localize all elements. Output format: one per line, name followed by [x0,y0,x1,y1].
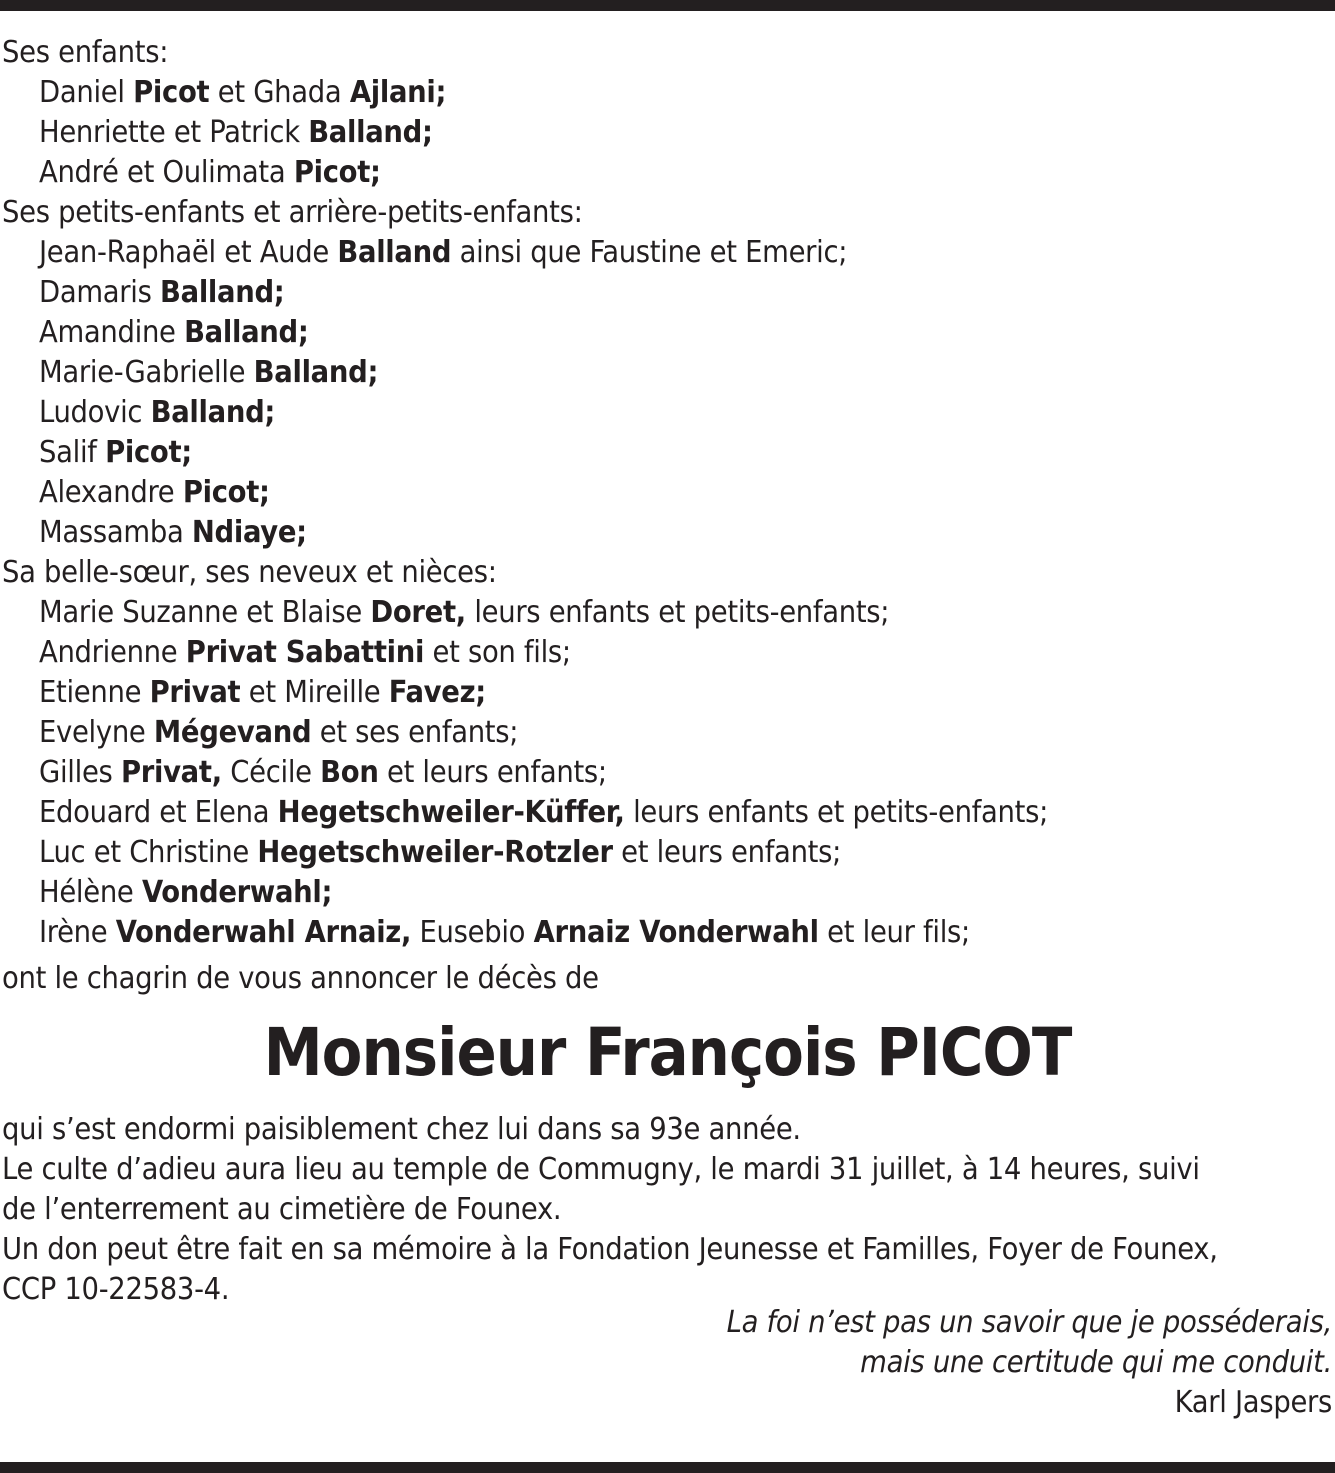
mourner-entry [2,353,1332,393]
surname: Favez; [388,675,486,710]
surname: Ajlani; [349,75,447,110]
surname: Arnaiz Vonderwahl [533,915,819,950]
name-text: Evelyne [39,715,154,750]
mourner-entry [2,513,1332,553]
closing-line: Un don peut être fait en sa mémoire à la Fondation Jeunesse et Familles, Foyer de Founex, [2,1232,1218,1267]
name-text: Eusebio [411,915,534,950]
name-text: Amandine [39,315,185,350]
surname: Privat, [120,755,222,790]
surname: Picot [133,75,210,110]
name-text: leurs enfants et petits-enfants; [465,595,890,630]
name-text: Salif [39,435,106,470]
quote-line: mais une certitude qui me conduit. [860,1345,1332,1380]
closing-text [2,1110,1332,1310]
name-text: et son fils; [424,635,571,670]
mourner-entry [2,433,1332,473]
name-text: et leurs enfants; [612,835,842,870]
name-text: et ses enfants; [311,715,519,750]
name-text: et Ghada [209,75,350,110]
name-text: Henriette et Patrick [39,115,309,150]
surname: Balland; [253,355,379,390]
surname: Picot; [105,435,192,470]
name-text: Luc et Christine [39,835,258,870]
name-text: Alexandre [39,475,183,510]
closing-line: qui s’est endormi paisiblement chez lui dans sa 93e année. [2,1112,801,1147]
mourner-entry [2,913,1332,953]
surname: Privat [149,675,241,710]
mourner-entry [2,793,1332,833]
section-heading: Ses enfants: [2,35,169,70]
top-rule [0,0,1335,11]
quote-author: Karl Jaspers [1174,1385,1332,1420]
mourner-entry [2,393,1332,433]
name-text: leurs enfants et petits-enfants; [624,795,1049,830]
name-text: et leurs enfants; [378,755,607,790]
surname: Ndiaye; [191,515,307,550]
mourner-entry [2,233,1332,273]
name-text: Marie-Gabrielle [39,355,254,390]
mourner-entry [2,473,1332,513]
mourners-list [2,33,1332,999]
quote-line: La foi n’est pas un savoir que je posséderais, [726,1305,1332,1340]
deceased-name: Monsieur François PICOT [263,1014,1072,1091]
surname: Hegetschweiler-Rotzler [257,835,613,870]
mourner-entry [2,313,1332,353]
closing-line: de l’enterrement au cimetière de Founex. [2,1192,562,1227]
surname: Picot; [182,475,270,510]
name-text: Ludovic [39,395,151,430]
name-text: Hélène [39,875,142,910]
name-text: Daniel [39,75,134,110]
mourner-entry [2,153,1332,193]
closing-line: CCP 10-22583-4. [2,1272,230,1307]
name-text: et leur fils; [818,915,970,950]
mourner-entry [2,833,1332,873]
surname: Bon [320,755,379,790]
mourner-entry [2,753,1332,793]
surname: Vonderwahl; [141,875,333,910]
quote-block [727,1303,1332,1423]
surname: Doret, [370,595,466,630]
mourner-entry [2,873,1332,913]
announcement: ont le chagrin de vous annoncer le décès de [2,961,599,996]
mourner-entry [2,713,1332,753]
mourner-entry [2,593,1332,633]
surname: Balland [337,235,452,270]
surname: Mégevand [153,715,312,750]
mourner-entry [2,73,1332,113]
name-text: André et Oulimata [39,155,294,190]
name-text: Marie Suzanne et Blaise [39,595,371,630]
name-text: Andrienne [39,635,186,670]
surname: Hegetschweiler-Küffer, [277,795,625,830]
name-text: Gilles [39,755,121,790]
surname: Vonderwahl Arnaiz, [115,915,412,950]
closing-line: Le culte d’adieu aura lieu au temple de Commugny, le mardi 31 juillet, à 14 heures, suivi [2,1152,1200,1187]
surname: Balland; [160,275,285,310]
name-text: ainsi que Faustine et Emeric; [451,235,848,270]
mourner-entry [2,273,1332,313]
bottom-rule [0,1462,1335,1473]
name-text: Cécile [221,755,321,790]
surname: Picot; [293,155,381,190]
name-text: Damaris [39,275,160,310]
surname: Balland; [308,115,433,150]
mourner-entry [2,673,1332,713]
mourner-entry [2,113,1332,153]
surname: Balland; [184,315,309,350]
section-heading: Ses petits-enfants et arrière-petits-enfants: [2,195,583,230]
surname: Privat Sabattini [185,635,425,670]
name-text: Massamba [39,515,192,550]
name-text: Irène [39,915,116,950]
name-text: et Mireille [240,675,389,710]
name-text: Edouard et Elena [39,795,278,830]
section-heading: Sa belle-sœur, ses neveux et nièces: [2,555,497,590]
surname: Balland; [150,395,276,430]
mourner-entry [2,633,1332,673]
name-text: Etienne [39,675,150,710]
name-text: Jean-Raphaël et Aude [39,235,338,270]
